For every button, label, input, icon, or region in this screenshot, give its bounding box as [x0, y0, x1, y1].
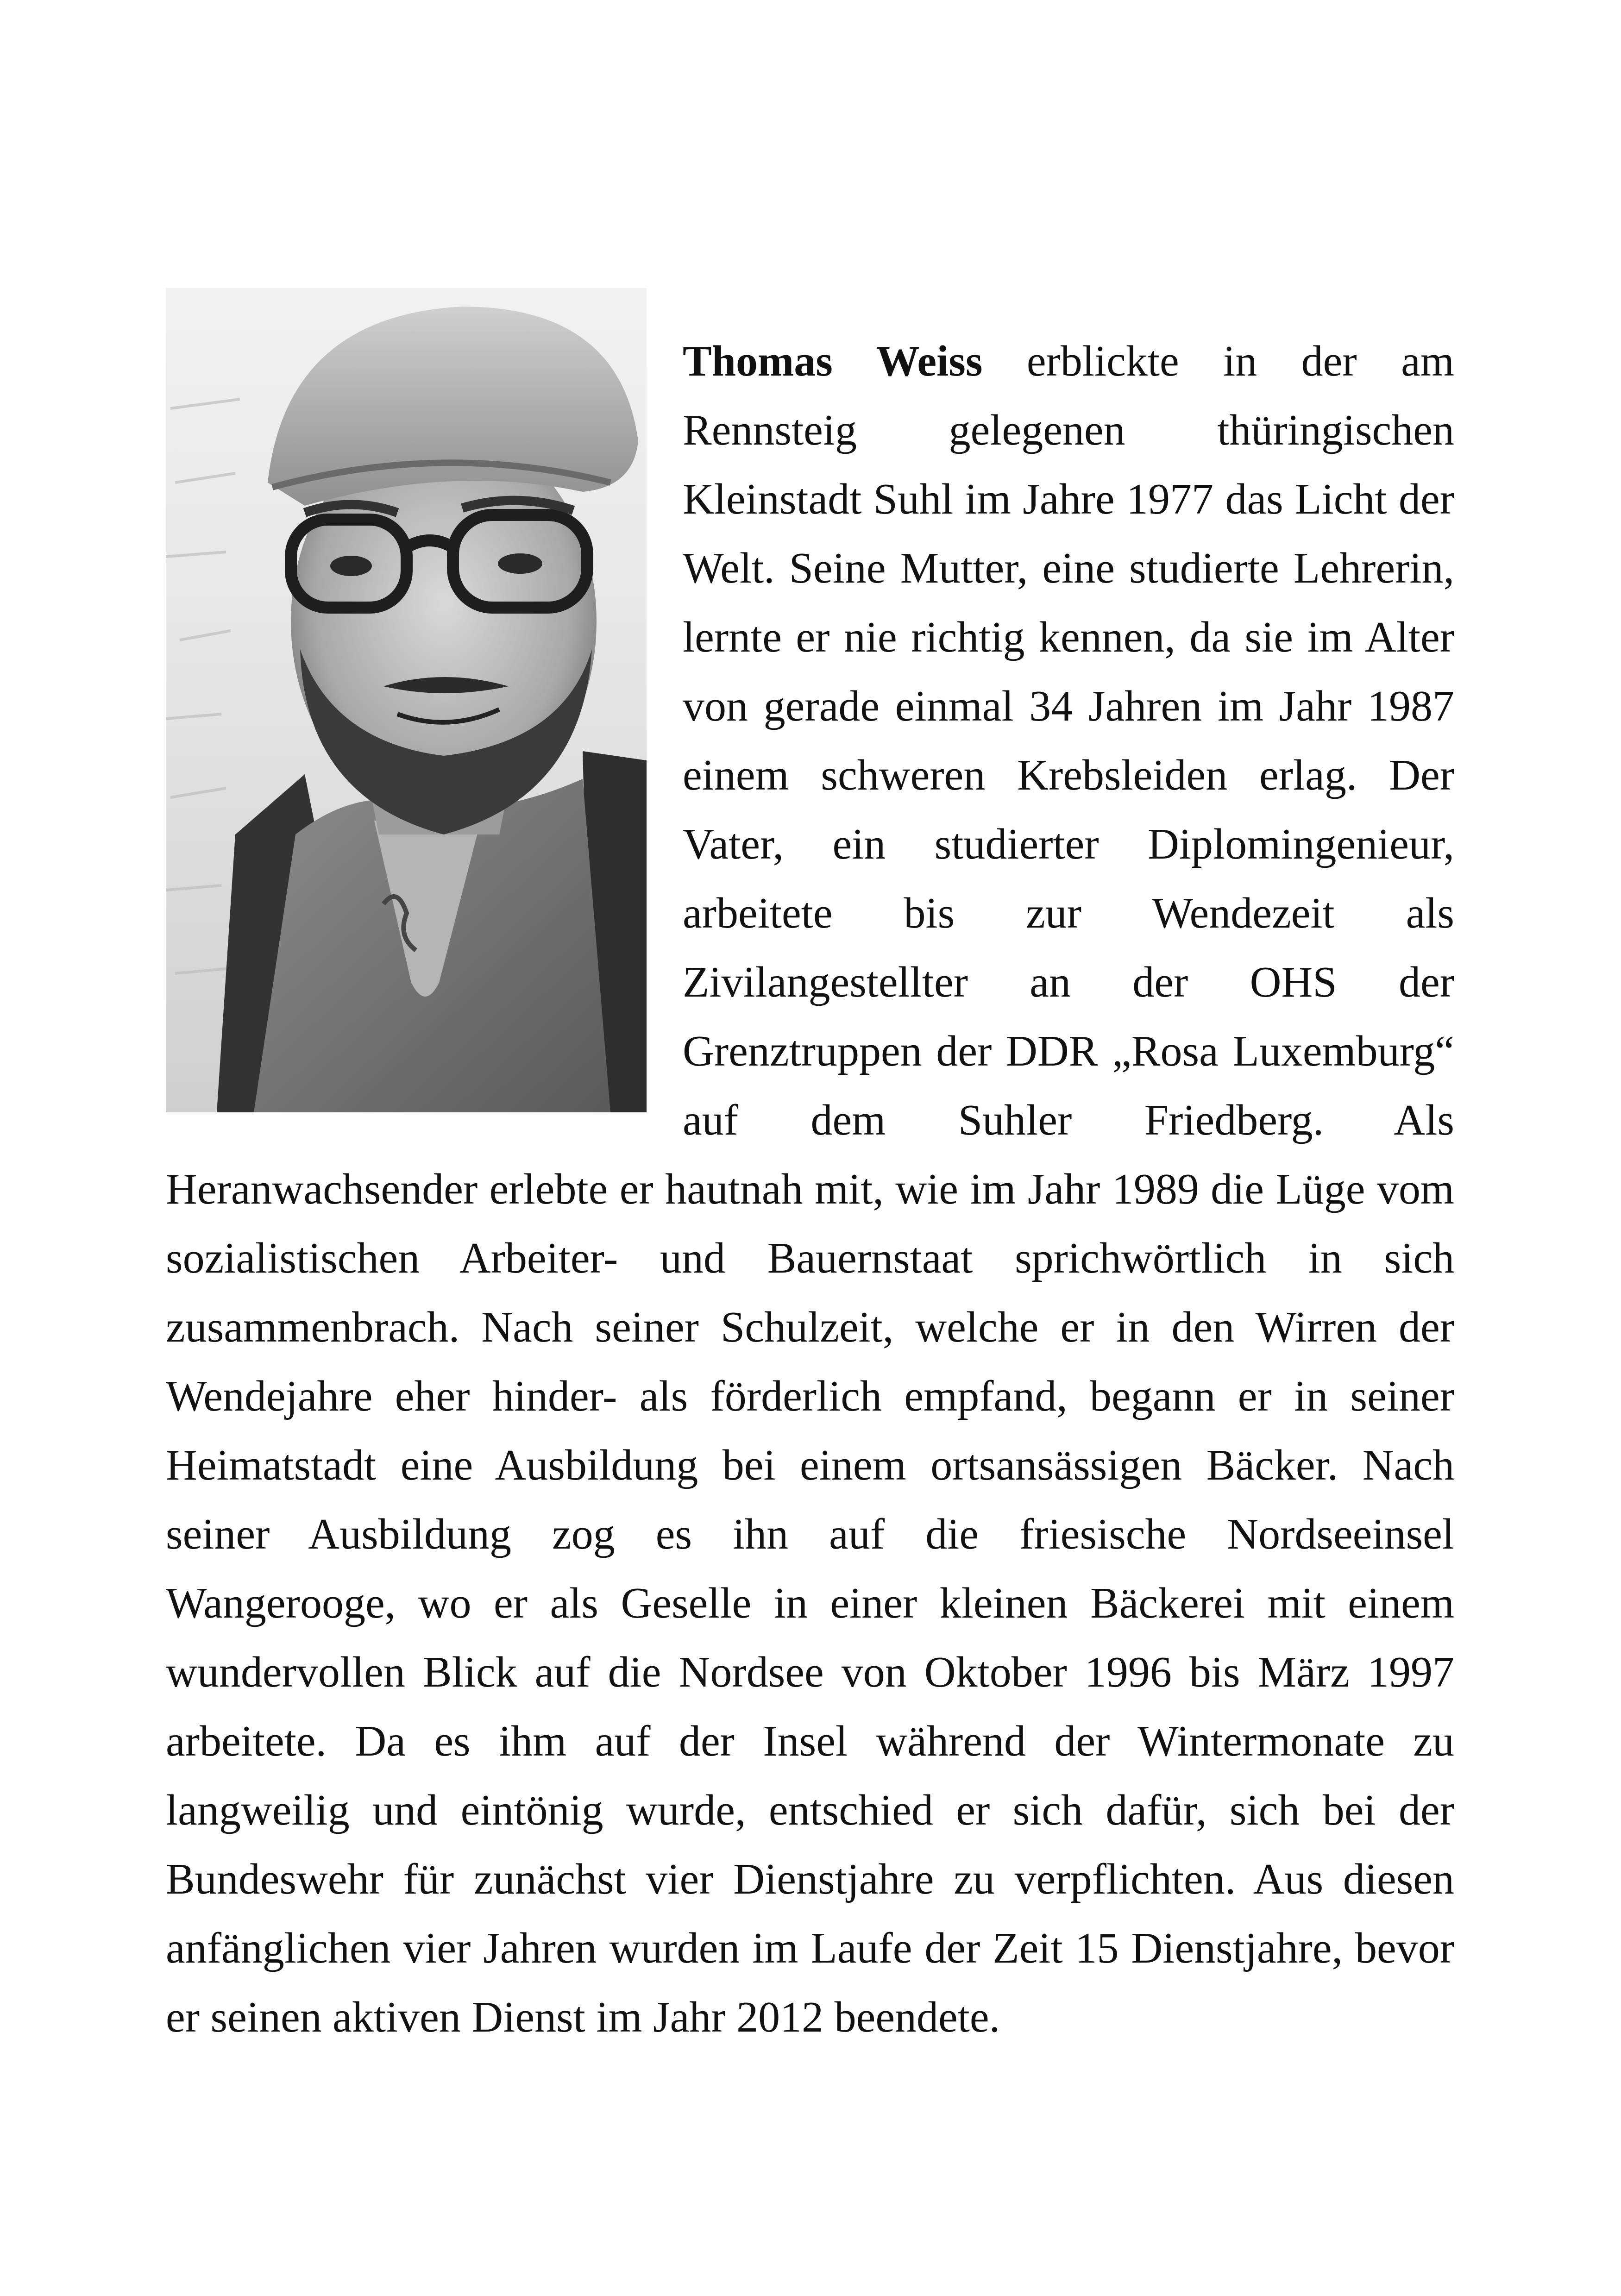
author-biography	[166, 327, 1454, 2052]
biography-text: erblickte in der am Rennsteig gelegenen thüringischen Kleinstadt Suhl im Jahre 1977 das Licht der Welt. Seine Mutter, eine studierte Lehrerin, lernte er nie richtig kennen, da sie im Alter von gerade einmal 34 Jahren im Jahr 1987 einem schweren Krebsleiden erlag. Der Vater, ein studierter Diplomingenieur, arbeitete bis zur Wendezeit als Zivilangestellter an der OHS der Grenztruppen der DDR „Rosa Luxemburg“ auf dem Suhler Friedberg. Als Heranwachsender erlebte er hautnah mit, wie im Jahr 1989 die Lüge vom sozialistischen Arbeiter- und Bauernstaat sprichwörtlich in sich zusammenbrach. Nach seiner Schulzeit, welche er in den Wirren der Wendejahre eher hinder- als förderlich empfand, begann er in seiner Heimatstadt eine Ausbildung bei einem ortsansässigen Bäcker. Nach seiner Ausbildung zog es ihn auf die friesische Nordseeinsel Wangerooge, wo er als Geselle in einer kleinen Bäckerei mit einem wundervollen Blick auf die Nordsee von Oktober 1996 bis März 1997 arbeitete. Da es ihm auf der Insel während der Wintermonate zu langweilig und eintönig wurde, entschied er sich dafür, sich bei der Bundeswehr für zunächst vier Dienstjahre zu verpflichten. Aus diesen anfänglichen vier Jahren wurden im Laufe der Zeit 15 Dienstjahre, bevor er seinen aktiven Dienst im Jahr 2012 beendete.	[166, 337, 1454, 2041]
photo-spacer	[166, 327, 647, 1151]
author-name: Thomas Weiss	[683, 337, 983, 385]
